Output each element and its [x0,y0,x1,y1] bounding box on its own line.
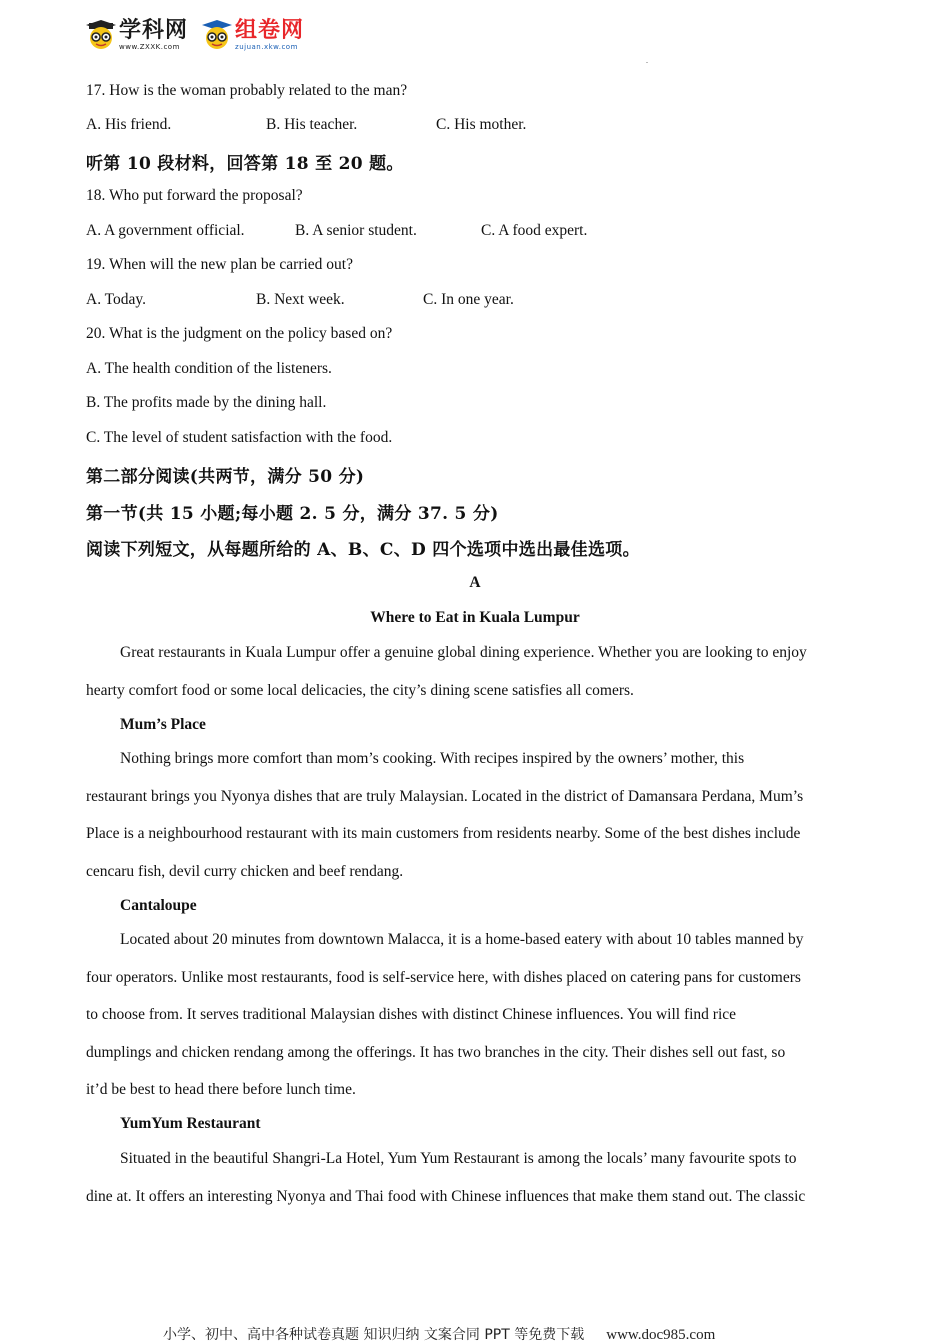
zujuan-logo-name: 组卷网 [235,17,305,43]
footer [163,1324,715,1344]
restaurant-2-name: Cantaloupe [120,897,197,914]
xueke-logo[interactable] [86,17,189,51]
q17-option-c: C. His mother. [436,116,527,133]
footer-text: 小学、初中、高中各种试卷真题 知识归纳 文案合同 PPT 等免费下载 [163,1327,585,1343]
instructions: 阅读下列短文，从每题所给的 A、B、C、D 四个选项中选出最佳选项。 [86,540,640,560]
text-line: to choose from. It serves traditional Malaysian dishes with distinct Chinese influences. You will find rice [86,1006,737,1023]
text-line: Located about 20 minutes from downtown Malacca, it is a home-based eatery with about 10 tables manned by [120,931,804,948]
restaurant-3-text [86,1140,866,1215]
divider-dot [646,62,648,63]
zujuan-logo[interactable] [202,17,305,51]
header-logos [86,14,304,56]
q19-option-c: C. In one year. [423,291,514,308]
question-20: 20. What is the judgment on the policy based on? [86,325,393,342]
question-18: 18. Who put forward the proposal? [86,187,303,204]
text-line: dumplings and chicken rendang among the offerings. It has two branches in the city. Their dishes sell out fast, so [86,1043,786,1061]
passage-intro [86,634,866,709]
text-line: cencaru fish, devil curry chicken and beef rendang. [86,862,404,880]
q18-option-b: B. A senior student. [295,222,417,239]
part2-heading: 第二部分阅读(共两节，满分 50 分) [86,467,365,487]
passage-title: Where to Eat in Kuala Lumpur [370,609,580,626]
mascot-icon [202,20,232,50]
text-line: Great restaurants in Kuala Lumpur offer a genuine global dining experience. Whether you are looking to enjoy [120,644,807,661]
restaurant-3-name: YumYum Restaurant [120,1115,261,1132]
text-line: Place is a neighbourhood restaurant with its main customers from residents nearby. Some of the best dishes include [86,825,801,842]
restaurant-1-text [86,740,866,890]
text-line: dine at. It offers an interesting Nyonya and Thai food with Chinese influences that make them stand out. The classic [86,1187,806,1205]
q17-option-a: A. His friend. [86,116,172,133]
text-line: it’d be best to head there before lunch time. [86,1081,356,1098]
xueke-logo-url: www.ZXXK.com [119,42,180,51]
q19-option-b: B. Next week. [256,291,345,308]
passage-letter: A [469,574,481,591]
q17-option-b: B. His teacher. [266,116,358,133]
q19-option-a: A. Today. [86,291,147,308]
question-17: 17. How is the woman probably related to the man? [86,82,408,99]
q18-option-a: A. A government official. [86,222,245,239]
restaurant-2-text [86,921,866,1109]
text-line: four operators. Unlike most restaurants, food is self-service here, with dishes placed on catering pans for customers [86,968,801,986]
zujuan-logo-tagline: zujuan.xkw.com [235,42,298,51]
text-line: restaurant brings you Nyonya dishes that are truly Malaysian. Located in the district of Damansara Perdana, Mum’s [86,787,804,805]
part2-section1-heading: 第一节(共 15 小题;每小题 2. 5 分，满分 37. 5 分) [86,504,499,524]
text-line: Nothing brings more comfort than mom’s cooking. With recipes inspired by the owners’ mother, this [120,750,745,767]
q20-option-c: C. The level of student satisfaction with the food. [86,429,393,446]
restaurant-1-name: Mum’s Place [120,716,206,733]
text-line: hearty comfort food or some local delicacies, the city’s dining scene satisfies all comers. [86,681,634,699]
xueke-logo-name: 学科网 [119,17,189,43]
q20-option-b: B. The profits made by the dining hall. [86,394,327,411]
section-10-heading: 听第 10 段材料，回答第 18 至 20 题。 [86,154,404,174]
question-19: 19. When will the new plan be carried out? [86,256,353,273]
q18-option-c: C. A food expert. [481,222,588,239]
text-line: Situated in the beautiful Shangri-La Hotel, Yum Yum Restaurant is among the locals’ many favourite spots to [120,1150,797,1167]
mascot-icon [86,20,116,50]
footer-url[interactable]: www.doc985.com [606,1327,716,1343]
q20-option-a: A. The health condition of the listeners. [86,360,332,377]
